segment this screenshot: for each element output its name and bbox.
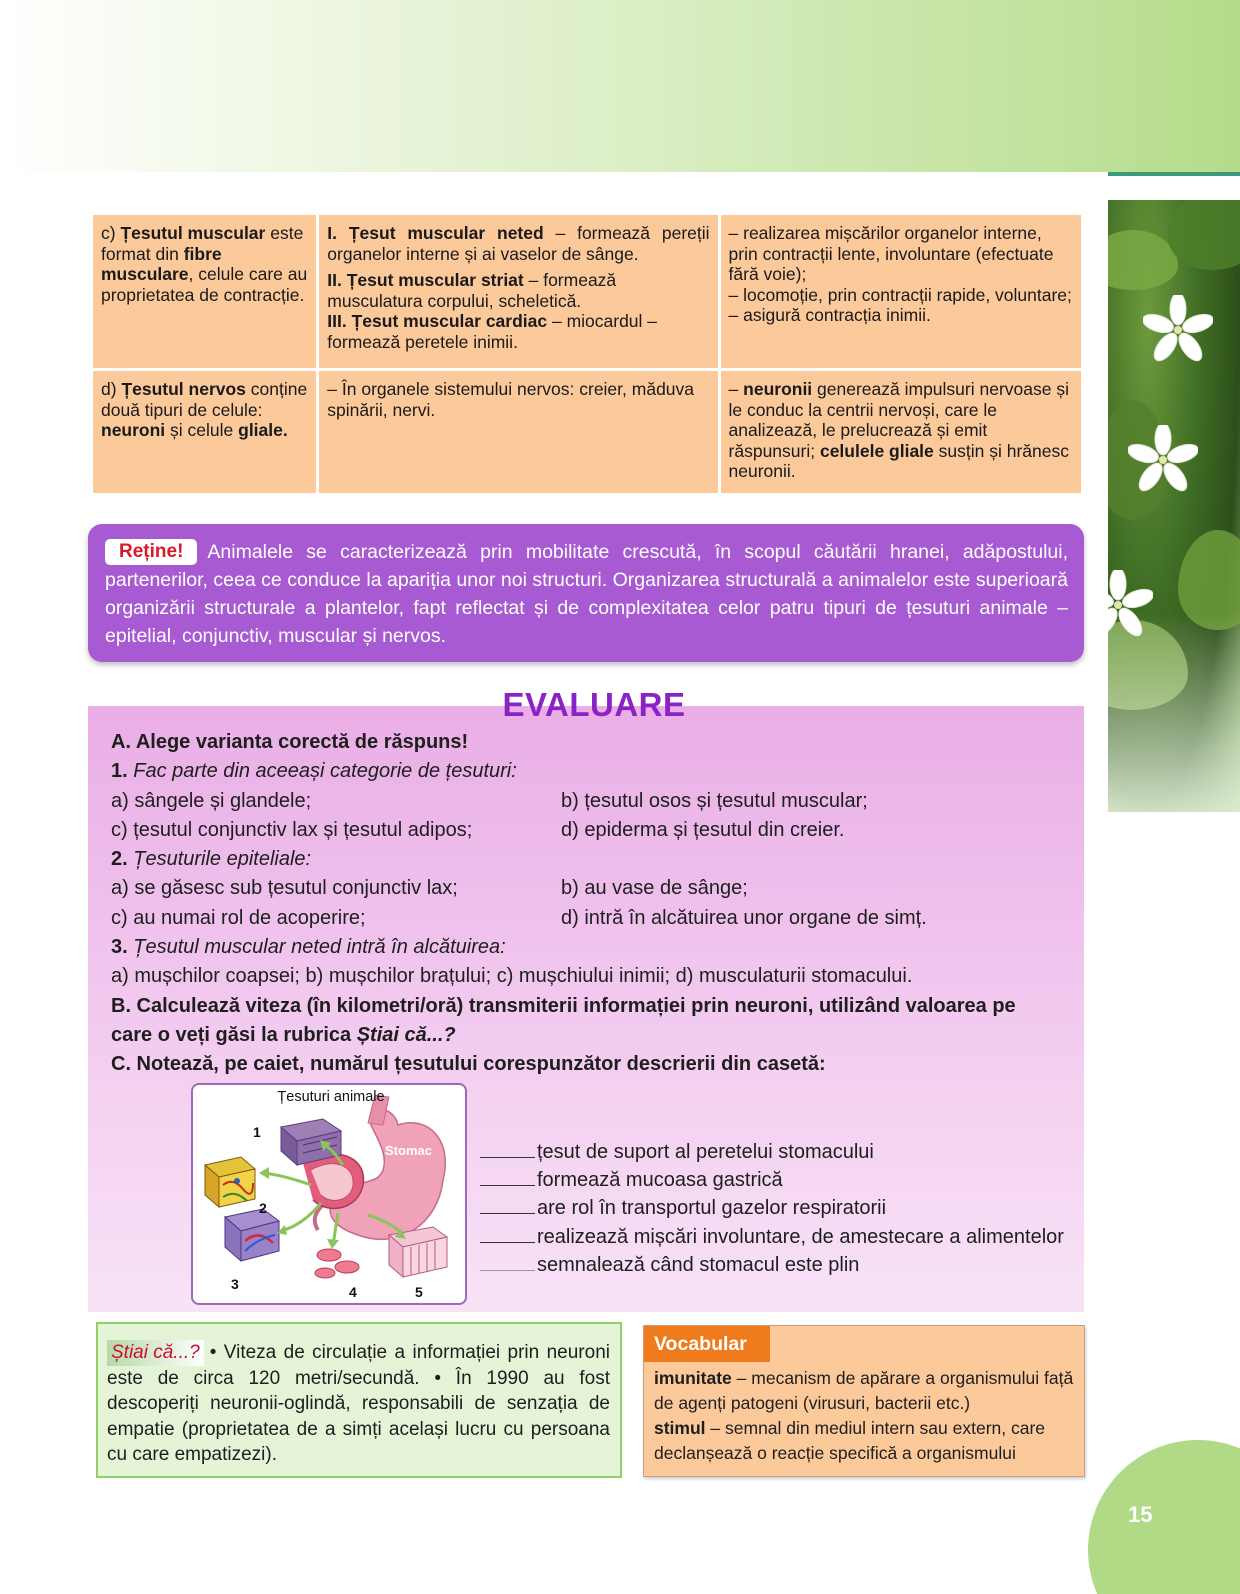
tissue-number: 5: [415, 1284, 423, 1300]
fill-in-list: [480, 1138, 1064, 1279]
answer-blank[interactable]: [480, 1140, 535, 1158]
answer-option: a) se găsesc sub țesutul conjunctiv lax;: [111, 877, 458, 900]
vocabular-badge: Vocabular: [644, 1326, 770, 1362]
answer-blank[interactable]: [480, 1225, 535, 1243]
table-cell: – În organele sistemului nervos: creier, măduva spinării, nervi.: [319, 371, 717, 493]
tissue-table: [90, 212, 1084, 496]
list-item: are rol în transportul gazelor respiratorii: [480, 1194, 1064, 1222]
vocabular-box: [643, 1325, 1085, 1477]
blood-cells-icon: [315, 1249, 359, 1278]
table-row: [93, 371, 1081, 493]
retine-badge: Reține!: [105, 539, 197, 565]
list-item: semnalează când stomacul este plin: [480, 1251, 1064, 1279]
answer-option: a) sângele și glandele;: [111, 789, 312, 812]
answer-option: d) epiderma și țesutul din creier.: [561, 818, 845, 841]
table-cell: – neuronii generează impulsuri nervoase și le conduc la centrii nervoși, care le analizează, le prelucrează și emit răspunsuri; celulele gliale susțin și hrănesc neuronii.: [721, 371, 1081, 493]
vocab-entry: imunitate – mecanism de apărare a organismului față de agenți patogeni (virusuri, bacterii etc.): [654, 1368, 1074, 1413]
section-b-heading: B. Calculează viteza (în kilometri/oră) transmiterii informației prin neuroni, utilizând valoarea pe: [111, 994, 1016, 1017]
page-corner-decoration: [1088, 1440, 1240, 1594]
answer-option: a) mușchilor coapsei; b) mușchilor brațului; c) mușchiului inimii; d) musculaturii stomacului.: [111, 965, 913, 988]
page-number: 15: [1128, 1502, 1153, 1527]
retine-box: [88, 524, 1084, 662]
header-gradient-band: [0, 0, 1240, 172]
answer-option: b) au vase de sânge;: [561, 877, 748, 900]
table-cell: – realizarea mișcărilor organelor interne, prin contracții lente, involuntare (efectuate fără voie); – locomoție, prin contracții rapide, voluntare; – asigură contracția inimii.: [721, 215, 1081, 368]
flower-icon: [1143, 295, 1213, 365]
evaluare-questions: A. Alege varianta corectă de răspuns! 1. Fac parte din aceeași categorie de țesuturi: a) sângele și glandele; b) țesutul osos și țesutul muscular; c) țesutul conjunctiv lax și țesutul adipos; d) epiderma și țesutul din creier. 2. Țesuturile epiteliale: a) se găsesc sub țesutul conjunctiv lax; b) au vase de sânge; c) au numai rol de acoperire; d) intră în alcătuirea unor organe de simț. 3. Țesutul muscular neted intră în alcătuirea: a) mușchilor coapsei; b) mușchilor brațului; c) mușchiului inimii; d) musculaturii stomacului. B. Calculează viteza (în kilometri/oră) transmiterii informației prin neuroni, utilizând valoarea pe care o veți găsi la rubrica Știai că...? C. Notează, pe caiet, numărul țesutului corespunzător descrierii din casetă:: [111, 728, 1091, 1080]
blood-vessel-tissue-icon: [225, 1209, 279, 1261]
table-row: [93, 215, 1081, 368]
answer-option: b) țesutul osos și țesutul muscular;: [561, 789, 868, 812]
question-1: Fac parte din aceeași categorie de țesuturi:: [127, 760, 517, 783]
retine-text: Animalele se caracterizează prin mobilitate crescută, în scopul căutării hranei, adăpostului, partenerilor, ceea ce conduce la apariția unor noi structuri. Organizarea structurală a animalelor este superioară organizării structurale a plantelor, fapt reflectat și de complexitatea celor patru tipuri de țesuturi animale – epitelial, conjunctiv, muscular și nervos.: [105, 541, 1068, 647]
header-rule: [1108, 172, 1240, 176]
list-item: țesut de suport al peretelui stomacului: [480, 1138, 1064, 1166]
question-3: Țesutul muscular neted intră în alcătuirea:: [127, 936, 506, 959]
table-cell: d) Țesutul nervos conține două tipuri de celule: neuroni și celule gliale.: [93, 371, 316, 493]
vocab-entry: stimul – semnal din mediul intern sau extern, care declanșează o reacție specifică a organismului: [654, 1418, 1046, 1463]
answer-blank[interactable]: [480, 1196, 535, 1214]
section-a-heading: A. Alege varianta corectă de răspuns!: [111, 731, 469, 753]
answer-blank[interactable]: [480, 1168, 535, 1186]
table-cell: c) Țesutul muscular este format din fibre musculare, celule care au proprietatea de contracție.: [93, 215, 316, 368]
stiai-ca-text: • Viteza de circulație a informației prin neuroni este de circa 120 metri/secundă. • În 1990 au fost descoperiți neuronii-oglindă, responsabili de senzația de empatie (proprietatea de a simți același lucru cu persoana cu care empatizezi).: [107, 1342, 610, 1465]
stomach-label: Stomac: [385, 1143, 432, 1158]
tissues-diagram: [191, 1083, 467, 1305]
answer-option: c) au numai rol de acoperire;: [111, 906, 366, 929]
connective-tissue-icon: [205, 1157, 255, 1207]
tissue-number: 2: [259, 1200, 267, 1216]
tissue-number: 3: [231, 1276, 239, 1292]
answer-option: c) țesutul conjunctiv lax și țesutul adipos;: [111, 818, 473, 841]
tissue-number: 1: [253, 1124, 261, 1140]
flower-icon: [1128, 425, 1198, 495]
answer-blank[interactable]: [480, 1253, 535, 1271]
stiai-ca-box: [96, 1322, 622, 1478]
list-item: formează mucoasa gastrică: [480, 1166, 1064, 1194]
list-item: realizează mișcări involuntare, de amestecare a alimentelor: [480, 1223, 1064, 1251]
section-c-heading: C. Notează, pe caiet, numărul țesutului corespunzător descrierii din casetă:: [111, 1053, 826, 1076]
stiai-ca-badge: Știai că...?: [107, 1340, 204, 1366]
tissue-number: 4: [349, 1284, 357, 1300]
question-2: Țesuturile epiteliale:: [127, 848, 312, 871]
diagram-title: Țesuturi animale: [277, 1089, 385, 1105]
table-cell: I. Țesut muscular neted – formează pereții organelor interne și ai vaselor de sânge. II. Țesut muscular striat – formează musculatura corpului, scheletică. III. Țesut muscular cardiac – miocardul – formează peretele inimii.: [319, 215, 717, 368]
answer-option: d) intră în alcătuirea unor organe de simț.: [561, 906, 927, 929]
evaluare-title: EVALUARE: [502, 686, 686, 723]
